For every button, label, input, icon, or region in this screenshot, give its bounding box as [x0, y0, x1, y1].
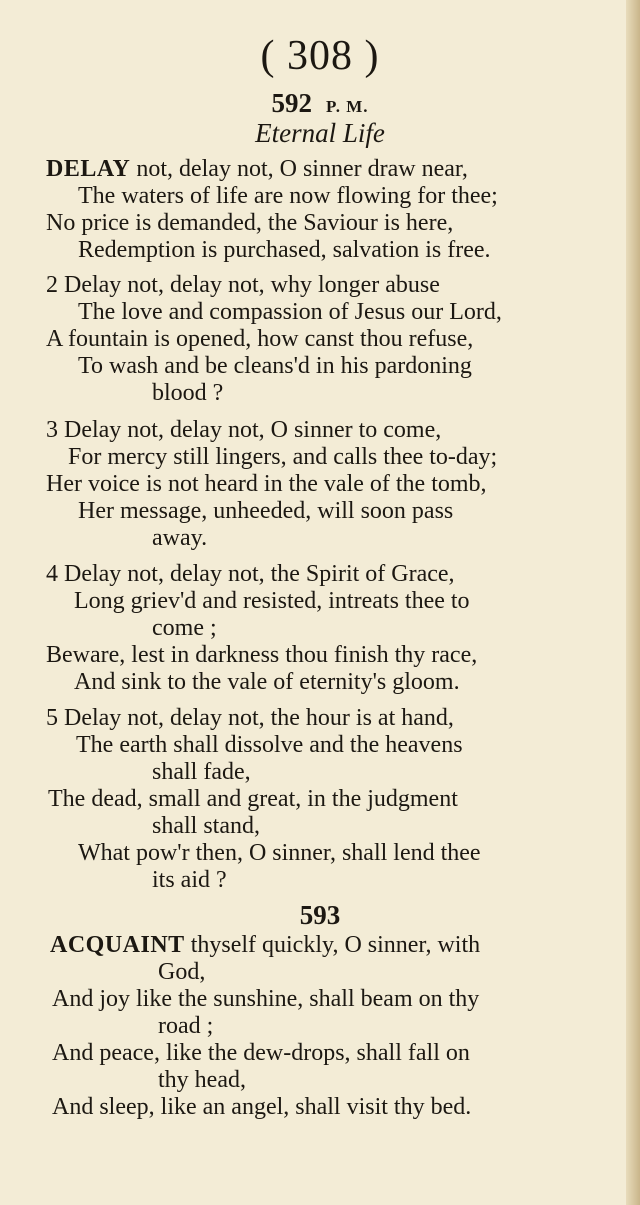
verse-line: 3 Delay not, delay not, O sinner to come,	[46, 417, 442, 443]
verse-line: The earth shall dissolve and the heavens	[76, 732, 463, 758]
verse-line: Her voice is not heard in the vale of the tomb,	[46, 471, 487, 497]
verse-line: its aid ?	[152, 867, 227, 893]
verse-line: The waters of life are now flowing for thee;	[78, 183, 498, 209]
page-edge	[626, 0, 640, 1205]
verse-line: come ;	[152, 615, 217, 641]
verse-line: blood ?	[152, 380, 224, 406]
verse-line: shall stand,	[152, 813, 260, 839]
verse-line: To wash and be cleans'd in his pardoning	[78, 353, 472, 379]
verse-line: away.	[152, 525, 208, 551]
verse-line: Beware, lest in darkness thou finish thy race,	[46, 642, 478, 668]
opening-word: DELAY	[46, 156, 131, 182]
hymn-number: 592	[271, 88, 312, 118]
opening-word: ACQUAINT	[50, 932, 185, 958]
verse-line: And sleep, like an angel, shall visit thy bed.	[52, 1094, 472, 1120]
hymn-title: Eternal Life	[255, 118, 385, 148]
verse-line: DELAY not, delay not, O sinner draw near,	[46, 156, 468, 182]
hymn-meter: P. M.	[325, 97, 369, 116]
hymn-592-heading	[0, 88, 640, 119]
verse-line: A fountain is opened, how canst thou refuse,	[46, 326, 474, 352]
verse-line: The dead, small and great, in the judgment	[48, 786, 458, 812]
verse-line: And peace, like the dew-drops, shall fall on	[52, 1040, 470, 1066]
verse-line: No price is demanded, the Saviour is here,	[46, 210, 454, 236]
verse-line: 2 Delay not, delay not, why longer abuse	[46, 272, 440, 298]
verse-line: And joy like the sunshine, shall beam on thy	[52, 986, 480, 1012]
verse-line: thy head,	[158, 1067, 246, 1093]
verse-line: ACQUAINT thyself quickly, O sinner, with	[50, 932, 481, 958]
verse-line: Her message, unheeded, will soon pass	[78, 498, 454, 524]
hymn-593-heading: 593	[299, 900, 341, 930]
verse-line: God,	[158, 959, 206, 985]
verse-line: For mercy still lingers, and calls thee to-day;	[68, 444, 498, 470]
verse-line: Redemption is purchased, salvation is free.	[78, 237, 491, 263]
verse-line: shall fade,	[152, 759, 251, 785]
verse-line: The love and compassion of Jesus our Lord,	[78, 299, 502, 325]
page-number: ( 308 )	[260, 33, 380, 79]
verse-line: 5 Delay not, delay not, the hour is at hand,	[46, 705, 454, 731]
verse-line: road ;	[158, 1013, 214, 1039]
verse-line: And sink to the vale of eternity's gloom.	[74, 669, 460, 695]
verse-line: Long griev'd and resisted, intreats thee to	[74, 588, 470, 614]
verse-line: 4 Delay not, delay not, the Spirit of Grace,	[46, 561, 455, 587]
verse-line: What pow'r then, O sinner, shall lend thee	[78, 840, 481, 866]
